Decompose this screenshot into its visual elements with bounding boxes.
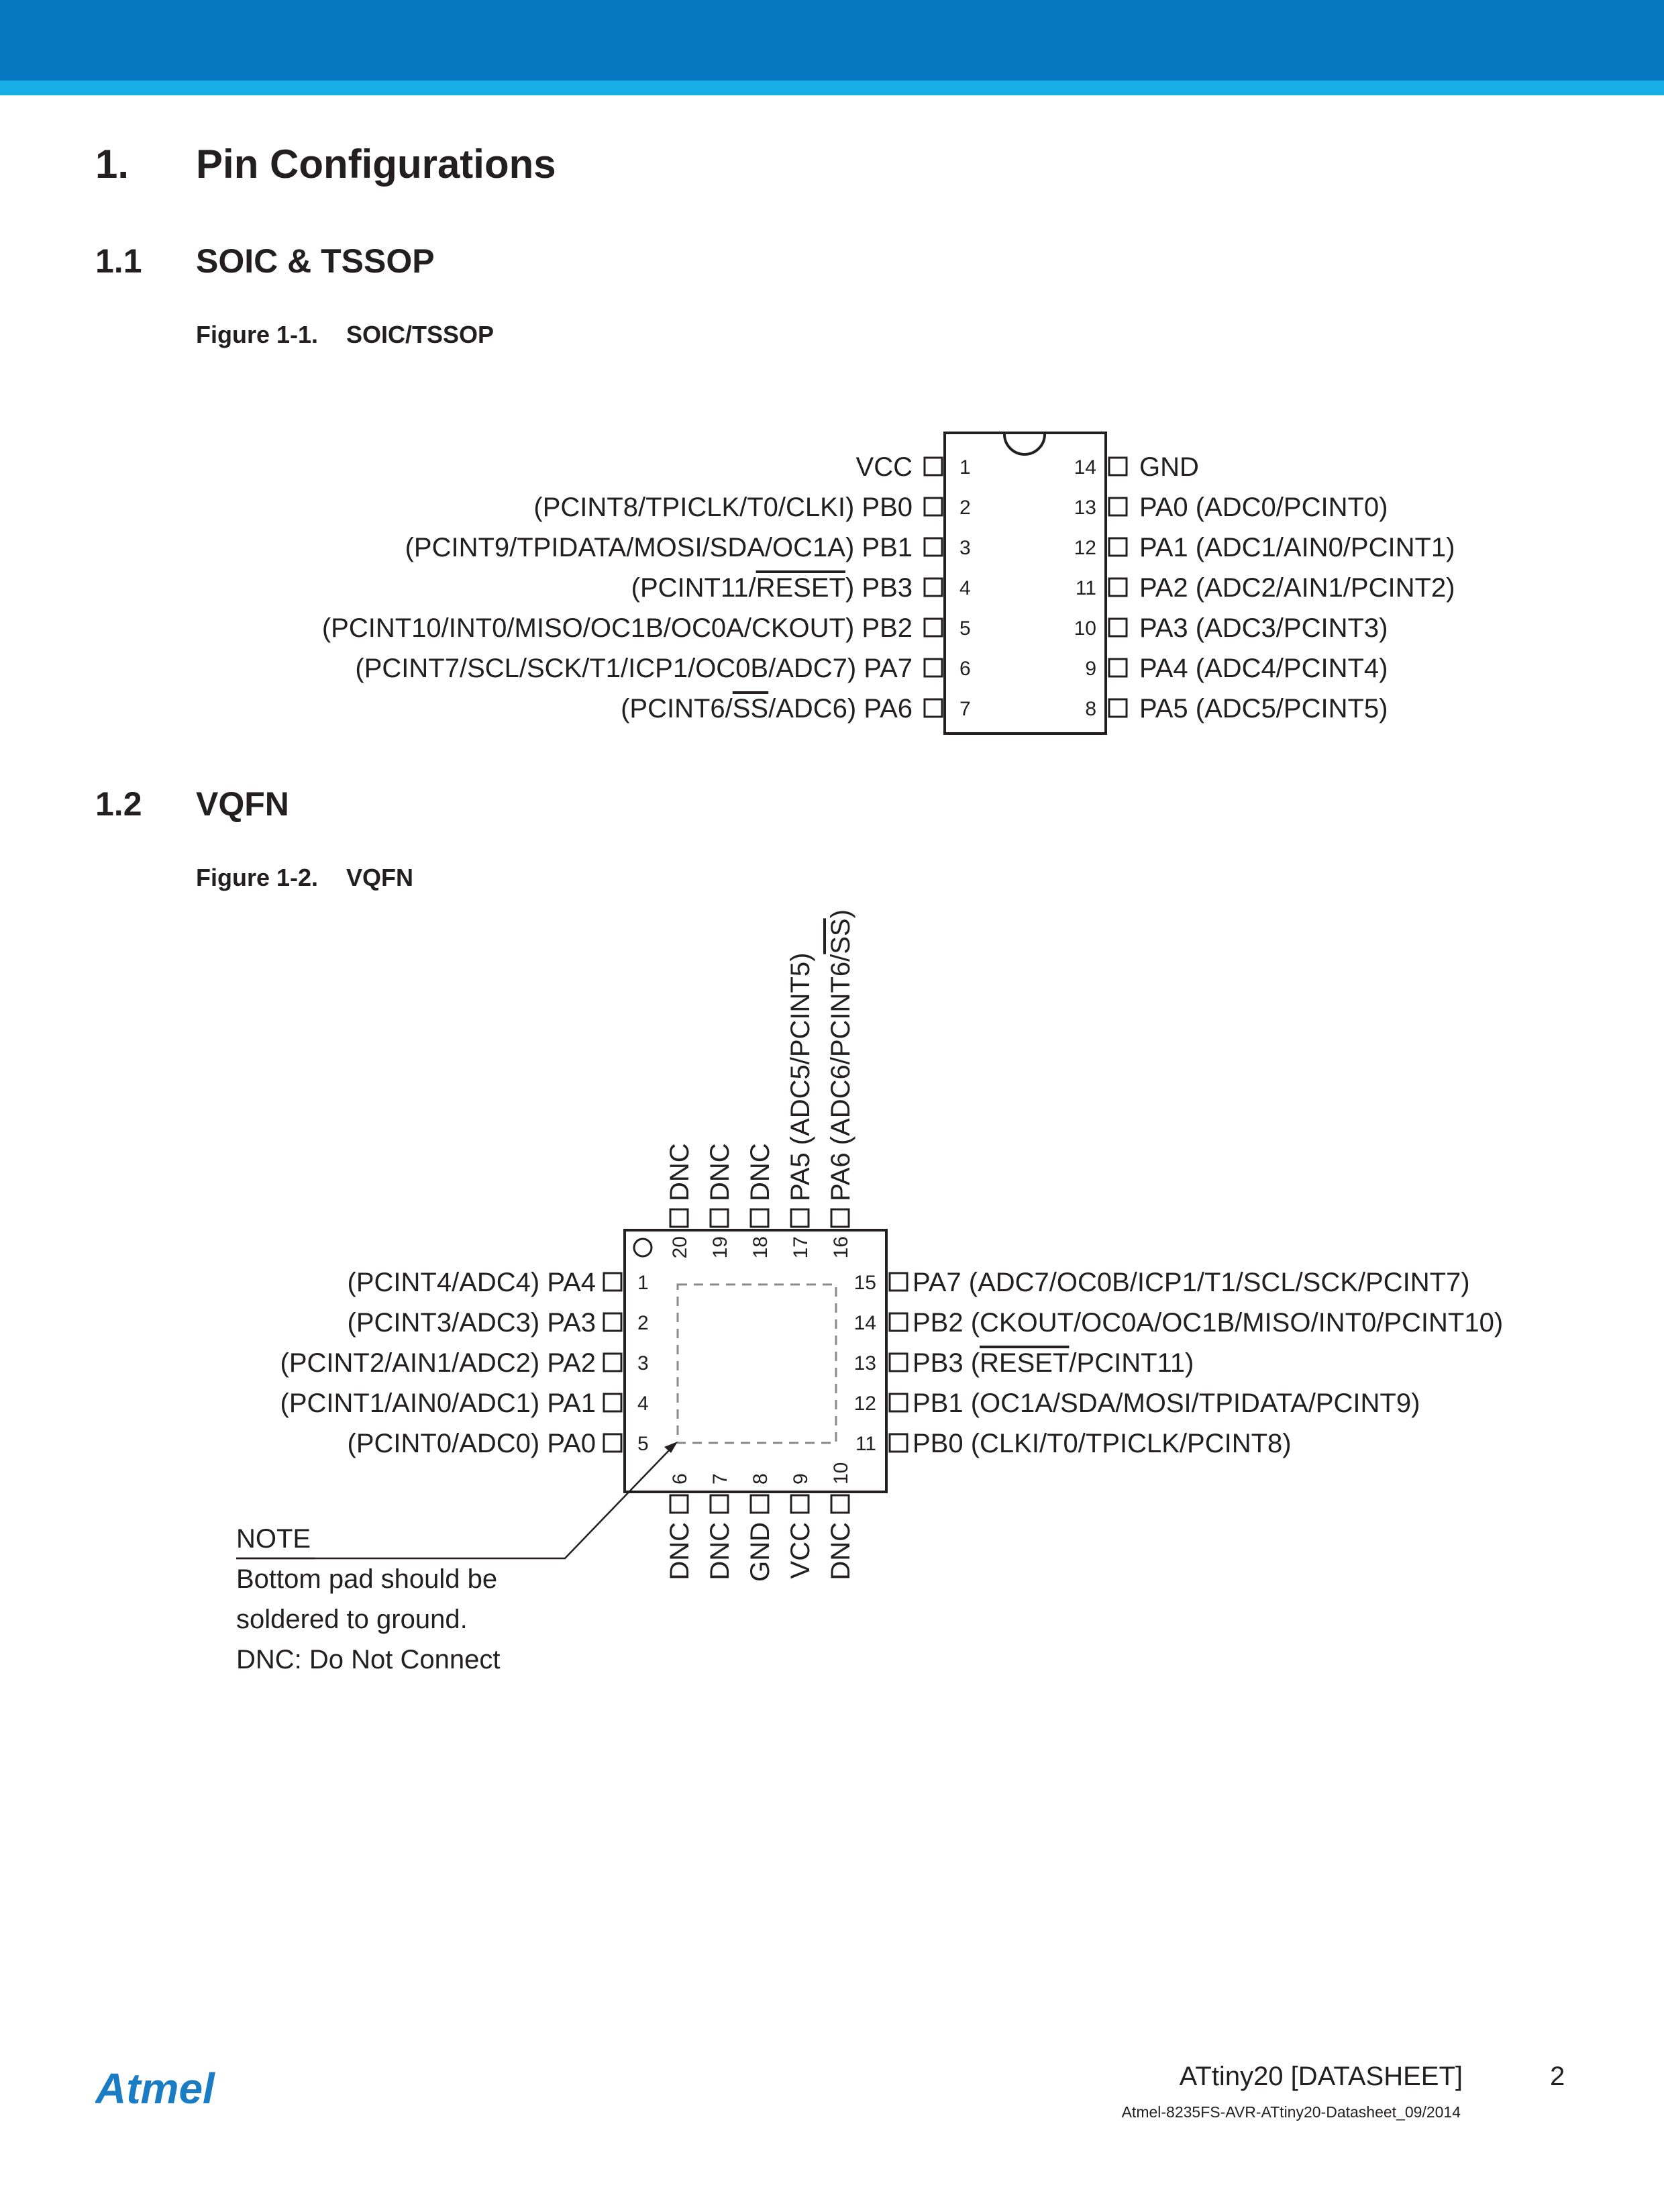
pin-number: 6 [959,658,971,680]
section-number: 1. [95,142,129,187]
pin-number: 20 [669,1236,691,1259]
pin-number: 19 [709,1236,731,1259]
pin-label: PA5 (ADC5/PCINT5) [786,952,815,1201]
pin-number: 10 [1074,617,1096,640]
pin-number: 1 [637,1272,649,1294]
pin-number: 6 [669,1473,691,1485]
pin-label: (PCINT8/TPICLK/T0/CLKI) PB0 [533,493,913,522]
pin-pad [890,1354,907,1371]
pin-label: PB3 (RESET/PCINT11) [913,1348,1194,1378]
figure-2-caption-title: VQFN [346,864,414,891]
pin-number: 16 [830,1236,852,1259]
pin-number: 12 [853,1393,876,1415]
pin1-marker-icon [634,1239,652,1256]
pin-number: 8 [749,1473,772,1485]
pin-label: PB0 (CLKI/T0/TPICLK/PCINT8) [913,1429,1292,1458]
pin-pad [670,1495,688,1513]
pin-number: 3 [959,537,971,559]
pin-label: (PCINT11/RESET) PB3 [631,573,913,603]
pin-number: 2 [637,1312,649,1334]
vqfn-bottom-pad [678,1285,836,1443]
pin-label: (PCINT10/INT0/MISO/OC1B/OC0A/CKOUT) PB2 [321,613,913,643]
section-title: Pin Configurations [196,142,556,187]
note-line: Bottom pad should be [236,1564,498,1594]
pin-label: (PCINT4/ADC4) PA4 [347,1268,596,1297]
pin-label: (PCINT3/ADC3) PA3 [347,1308,596,1338]
pin-number: 5 [959,617,971,640]
note-heading: NOTE [236,1524,311,1554]
pin-pad [890,1434,907,1452]
pin-number: 12 [1074,537,1096,559]
pin-number: 14 [1074,456,1096,479]
pin-label: DNC [665,1522,694,1580]
pin-label: (PCINT7/SCL/SCK/T1/ICP1/OC0B/ADC7) PA7 [355,654,913,683]
pin-pad [604,1273,621,1291]
pin-number: 11 [1075,577,1096,599]
vqfn-note [236,1524,500,1674]
pin-label: DNC [826,1522,855,1580]
pin-pad [604,1354,621,1371]
pin-label: DNC [705,1143,735,1201]
figure-1-caption-number: Figure 1-1. [196,321,319,348]
pin-pad [890,1273,907,1291]
pin-number: 18 [749,1236,772,1259]
pin-label: PB1 (OC1A/SDA/MOSI/TPIDATA/PCINT9) [913,1389,1420,1418]
pin-number: 1 [959,456,971,479]
pin-number: 4 [637,1393,649,1415]
pin-label: GND [1139,452,1199,482]
pin-number: 15 [853,1272,876,1294]
pin-label: PA0 (ADC0/PCINT0) [1139,493,1388,522]
vqfn-left-pins [280,1268,649,1458]
pin-pad [604,1394,621,1411]
pin-label: VCC [786,1522,815,1579]
pin-number: 10 [830,1462,852,1485]
pin-label: VCC [855,452,913,482]
pin-pad [791,1209,809,1227]
pin-pad [791,1495,809,1513]
pin-label: PA1 (ADC1/AIN0/PCINT1) [1139,533,1455,562]
pin-number: 13 [1074,497,1096,519]
pin-label: DNC [745,1143,775,1201]
footer-page-number: 2 [1550,2062,1565,2091]
subsection-2-title: VQFN [196,785,289,823]
atmel-logo-text: Atmel [95,2064,215,2111]
pin-number: 2 [959,497,971,519]
pin-pad [831,1495,849,1513]
pin-number: 8 [1085,698,1096,720]
pin-number: 4 [959,577,971,599]
pin-number: 9 [1085,658,1096,680]
pin-number: 3 [637,1352,649,1374]
pin-label: GND [745,1522,775,1582]
pin-number: 13 [853,1352,876,1374]
footer-doc-id: Atmel-8235FS-AVR-ATtiny20-Datasheet_09/2014 [1121,2103,1461,2121]
footer-doc-title: ATtiny20 [DATASHEET] [1179,2062,1463,2091]
vqfn-right-pins [854,1268,1504,1458]
pin-label: (PCINT0/ADC0) PA0 [347,1429,596,1458]
pin-pad [711,1495,728,1513]
pin-number: 7 [709,1473,731,1485]
pin-label: PA4 (ADC4/PCINT4) [1139,654,1388,683]
pin-label: PA6 (ADC6/PCINT6/SS) [826,909,855,1201]
atmel-logo [95,2064,250,2111]
note-line: soldered to ground. [236,1605,468,1634]
pin-label: (PCINT6/SS/ADC6) PA6 [621,694,913,723]
vqfn-package-body [625,1230,886,1492]
pin-number: 14 [853,1312,876,1334]
pin-pad [751,1209,768,1227]
pin-label: PA7 (ADC7/OC0B/ICP1/T1/SCL/SCK/PCINT7) [913,1268,1470,1297]
figure-2-caption-number: Figure 1-2. [196,864,319,891]
pin-pad [831,1209,849,1227]
pin-label: PB2 (CKOUT/OC0A/OC1B/MISO/INT0/PCINT10) [913,1308,1504,1338]
figure-1-caption-title: SOIC/TSSOP [346,321,495,348]
pin-pad [890,1394,907,1411]
pin-number: 11 [855,1433,876,1455]
pin-number: 9 [790,1473,812,1485]
pin-label: (PCINT1/AIN0/ADC1) PA1 [280,1389,596,1418]
pin-pad [751,1495,768,1513]
pin-number: 7 [959,698,971,720]
pin-pad [711,1209,728,1227]
pin-label: (PCINT2/AIN1/ADC2) PA2 [280,1348,596,1378]
pin-label: PA5 (ADC5/PCINT5) [1139,694,1388,723]
pin-label: DNC [665,1143,694,1201]
subsection-1-title: SOIC & TSSOP [196,242,435,280]
pin-label: DNC [705,1522,735,1580]
note-line: DNC: Do Not Connect [236,1645,501,1674]
pin-number: 5 [637,1433,649,1455]
subsection-1-number: 1.1 [95,242,142,280]
subsection-2-number: 1.2 [95,785,142,823]
note-arrow-icon [664,1442,678,1453]
pin-pad [604,1434,621,1452]
vqfn-top-pins [665,909,855,1258]
vqfn-bottom-pins [665,1462,855,1582]
pin-label: (PCINT9/TPIDATA/MOSI/SDA/OC1A) PB1 [405,533,913,562]
pin-pad [670,1209,688,1227]
pin-label: PA3 (ADC3/PCINT3) [1139,613,1388,643]
pin-pad [604,1313,621,1331]
pin-number: 17 [790,1236,812,1259]
pin-pad [890,1313,907,1331]
pin-label: PA2 (ADC2/AIN1/PCINT2) [1139,573,1455,603]
